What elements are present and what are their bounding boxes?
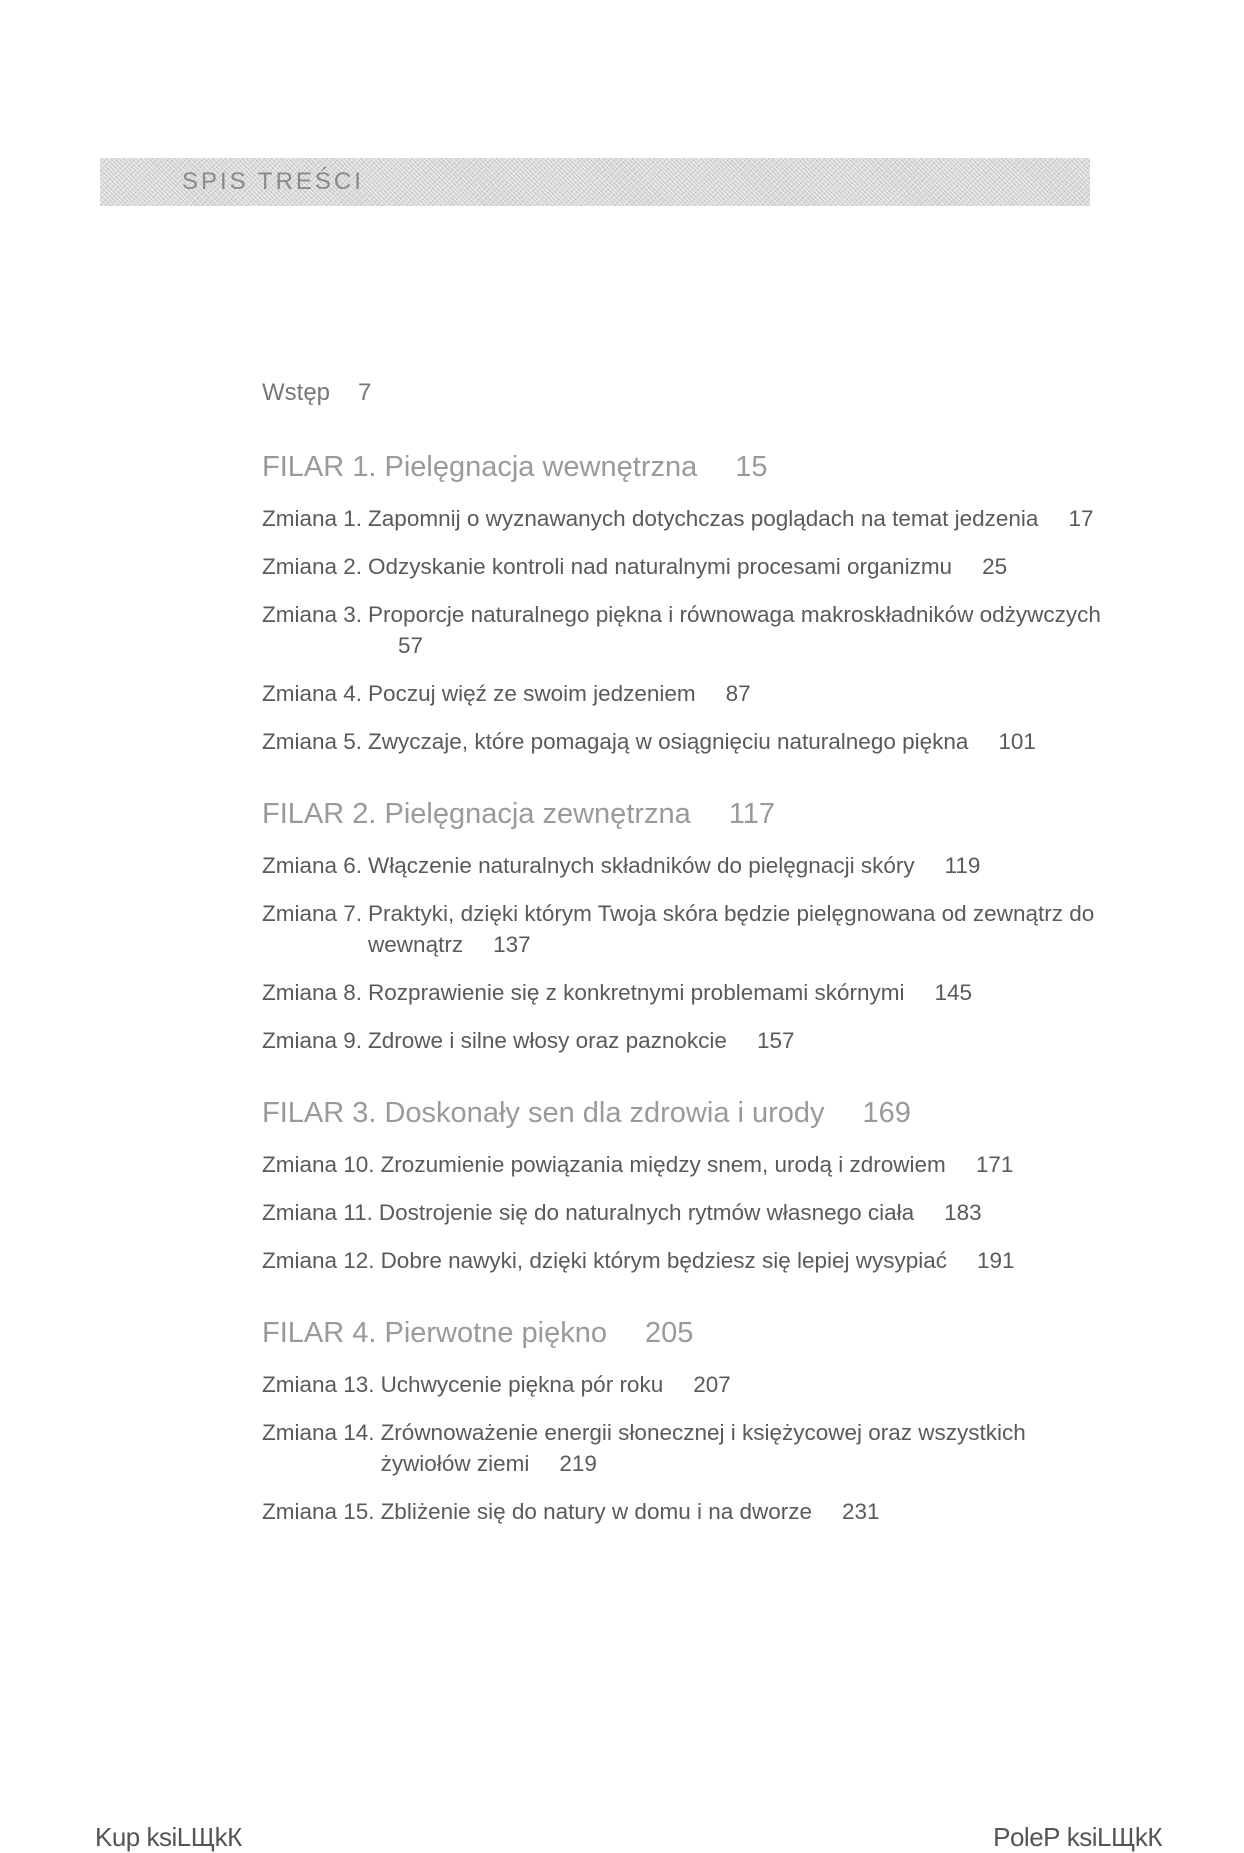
- toc-item: [262, 898, 1102, 960]
- item-label: Zmiana 4.: [262, 681, 363, 706]
- item-page: 137: [493, 932, 531, 957]
- toc-item: [262, 1025, 1102, 1056]
- item-text: Praktyki, dzięki którym Twoja skóra będzie pielęgnowana od zewnątrz do wewnątrz: [368, 901, 1095, 957]
- item-text: Zdrowe i silne włosy oraz paznokcie: [368, 1028, 727, 1053]
- recommend-book-link[interactable]: PoleР ksiLЩkК: [993, 1822, 1162, 1852]
- pillar-2: [262, 795, 1102, 1056]
- pillar-title: [262, 795, 1102, 833]
- item-page: 101: [998, 729, 1036, 754]
- item-label: Zmiana 2.: [262, 554, 363, 579]
- item-label: Zmiana 13.: [262, 1372, 375, 1397]
- item-text: Włączenie naturalnych składników do pielęgnacji skóry: [368, 853, 915, 878]
- toc-item: [262, 678, 1102, 709]
- toc-intro-entry: [262, 376, 1102, 410]
- item-text: Uchwycenie piękna pór roku: [380, 1372, 664, 1397]
- item-label: Zmiana 11.: [262, 1200, 373, 1225]
- pillar-page: 205: [644, 1317, 694, 1349]
- item-page: 207: [693, 1372, 731, 1397]
- item-text: Dostrojenie się do naturalnych rytmów własnego ciała: [378, 1200, 915, 1225]
- item-text: Dobre nawyki, dzięki którym będziesz się lepiej wysypiać: [380, 1248, 948, 1273]
- item-label: Zmiana 10.: [262, 1152, 375, 1177]
- item-label: Zmiana 9.: [262, 1028, 363, 1053]
- pillar-3: [262, 1094, 1102, 1276]
- item-page: 57: [398, 633, 424, 658]
- item-page: 17: [1068, 506, 1094, 531]
- item-text: Zapomnij o wyznawanych dotychczas poglądach na temat jedzenia: [368, 506, 1039, 531]
- pillar-title-text: FILAR 1. Pielęgnacja wewnętrzna: [262, 451, 698, 483]
- toc-item: [262, 599, 1102, 661]
- pillar-title: [262, 1314, 1102, 1352]
- toc-item: [262, 1369, 1102, 1400]
- item-text: Proporcje naturalnego piękna i równowaga makroskładników odżywczych: [368, 602, 1101, 627]
- item-page: 231: [842, 1499, 880, 1524]
- section-header-band: [100, 158, 1090, 206]
- item-page: 119: [944, 853, 981, 878]
- pillar-title-text: FILAR 4. Pierwotne piękno: [262, 1317, 607, 1349]
- pillar-page: 117: [728, 798, 776, 830]
- toc-item: [262, 726, 1102, 757]
- item-page: 183: [944, 1200, 982, 1225]
- toc-item: [262, 1417, 1102, 1479]
- pillar-1: [262, 448, 1102, 757]
- item-text: Zwyczaje, które pomagają w osiągnięciu naturalnego piękna: [368, 729, 969, 754]
- toc-item: [262, 850, 1102, 881]
- item-page: 219: [559, 1451, 597, 1476]
- item-text: Odzyskanie kontroli nad naturalnymi procesami organizmu: [368, 554, 953, 579]
- item-label: Zmiana 7.: [262, 901, 363, 926]
- pillar-title: [262, 448, 1102, 486]
- section-title: SPIS TREŚCI: [182, 168, 364, 195]
- item-page: 171: [975, 1152, 1014, 1177]
- pillar-title-text: FILAR 3. Doskonały sen dla zdrowia i urody: [262, 1097, 825, 1129]
- item-text: Zbliżenie się do natury w domu i na dworze: [380, 1499, 813, 1524]
- item-label: Zmiana 12.: [262, 1248, 375, 1273]
- item-text: Zrównoważenie energii słonecznej i księżycowej oraz wszystkich żywiołów ziemi: [380, 1420, 1026, 1476]
- pillar-page: 15: [735, 451, 768, 483]
- toc-item: [262, 977, 1102, 1008]
- item-page: 157: [756, 1028, 795, 1053]
- toc-item: [262, 1245, 1102, 1276]
- item-page: 191: [977, 1248, 1015, 1273]
- toc-item: [262, 1496, 1102, 1527]
- pillar-page: 169: [862, 1097, 911, 1129]
- item-label: Zmiana 1.: [262, 506, 363, 531]
- pillar-4: [262, 1314, 1102, 1527]
- pillar-title: [262, 1094, 1102, 1132]
- intro-title: Wstęp: [262, 379, 331, 406]
- toc-item: [262, 503, 1102, 534]
- item-text: Rozprawienie się z konkretnymi problemami skórnymi: [368, 980, 905, 1005]
- item-label: Zmiana 5.: [262, 729, 363, 754]
- item-page: 25: [982, 554, 1008, 579]
- buy-book-link[interactable]: Kup ksiLЩkК: [95, 1822, 242, 1852]
- table-of-contents: [262, 376, 1102, 1544]
- toc-item: [262, 551, 1102, 582]
- intro-page: 7: [358, 379, 372, 406]
- item-page: 145: [934, 980, 973, 1005]
- toc-item: [262, 1149, 1102, 1180]
- item-label: Zmiana 15.: [262, 1499, 375, 1524]
- item-label: Zmiana 8.: [262, 980, 363, 1005]
- pillar-title-text: FILAR 2. Pielęgnacja zewnętrzna: [262, 798, 691, 830]
- item-label: Zmiana 6.: [262, 853, 363, 878]
- item-label: Zmiana 14.: [262, 1420, 375, 1445]
- item-text: Poczuj więź ze swoim jedzeniem: [368, 681, 696, 706]
- toc-item: [262, 1197, 1102, 1228]
- item-text: Zrozumienie powiązania między snem, urodą i zdrowiem: [380, 1152, 946, 1177]
- item-page: 87: [725, 681, 751, 706]
- item-label: Zmiana 3.: [262, 602, 363, 627]
